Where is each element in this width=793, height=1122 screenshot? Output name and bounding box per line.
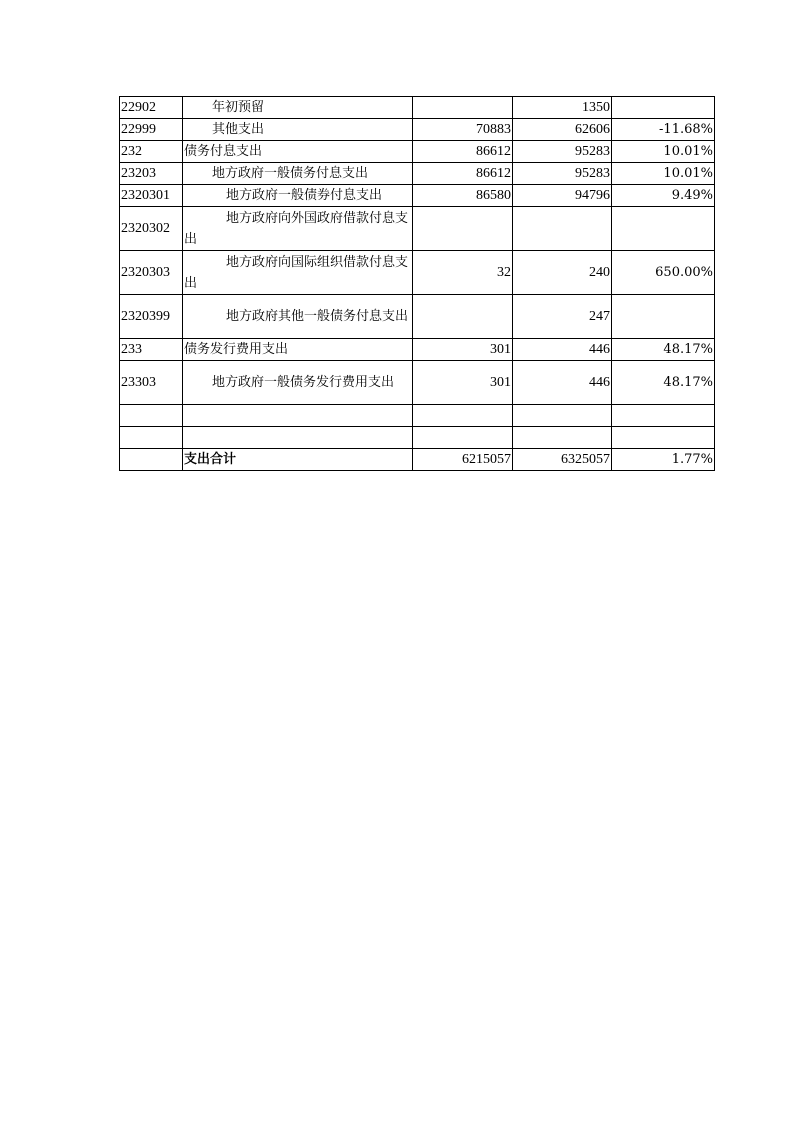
table-row xyxy=(120,427,715,449)
table-row xyxy=(120,251,715,295)
item-name-cell: 债务付息支出 xyxy=(183,141,413,163)
prior-year-cell xyxy=(413,427,513,449)
current-year-cell xyxy=(513,207,612,251)
current-year-cell: 6325057 xyxy=(513,449,612,471)
prior-year-cell xyxy=(413,295,513,339)
current-year-cell: 446 xyxy=(513,339,612,361)
code-cell: 2320302 xyxy=(120,207,183,251)
item-name-cell: 地方政府一般债券付息支出 xyxy=(183,185,413,207)
change-percent-cell: -11.68% xyxy=(612,119,715,141)
current-year-cell: 446 xyxy=(513,361,612,405)
change-percent-cell: 9.49% xyxy=(612,185,715,207)
table-row xyxy=(120,185,715,207)
expenditure-table xyxy=(119,96,715,471)
table-row xyxy=(120,361,715,405)
item-name-cell: 支出合计 xyxy=(183,449,413,471)
prior-year-cell xyxy=(413,207,513,251)
code-cell: 22999 xyxy=(120,119,183,141)
change-percent-cell: 650.00% xyxy=(612,251,715,295)
table-row xyxy=(120,141,715,163)
item-name-cell: 地方政府向外国政府借款付息支出 xyxy=(183,207,413,251)
code-cell: 22902 xyxy=(120,97,183,119)
current-year-cell: 240 xyxy=(513,251,612,295)
current-year-cell: 1350 xyxy=(513,97,612,119)
change-percent-cell: 10.01% xyxy=(612,163,715,185)
table-row xyxy=(120,405,715,427)
current-year-cell: 62606 xyxy=(513,119,612,141)
total-row xyxy=(120,449,715,471)
change-percent-cell: 48.17% xyxy=(612,361,715,405)
code-cell: 23303 xyxy=(120,361,183,405)
code-cell: 2320301 xyxy=(120,185,183,207)
table-row xyxy=(120,119,715,141)
item-name-cell: 地方政府向国际组织借款付息支出 xyxy=(183,251,413,295)
item-name-cell: 地方政府其他一般债务付息支出 xyxy=(183,295,413,339)
prior-year-cell: 301 xyxy=(413,361,513,405)
change-percent-cell xyxy=(612,97,715,119)
item-name-cell xyxy=(183,405,413,427)
item-name-cell: 债务发行费用支出 xyxy=(183,339,413,361)
prior-year-cell xyxy=(413,405,513,427)
current-year-cell xyxy=(513,405,612,427)
item-name-cell: 年初预留 xyxy=(183,97,413,119)
code-cell: 2320303 xyxy=(120,251,183,295)
table-row xyxy=(120,207,715,251)
table-row xyxy=(120,97,715,119)
change-percent-cell xyxy=(612,207,715,251)
change-percent-cell: 10.01% xyxy=(612,141,715,163)
prior-year-cell: 301 xyxy=(413,339,513,361)
prior-year-cell: 86612 xyxy=(413,163,513,185)
change-percent-cell xyxy=(612,427,715,449)
table-row xyxy=(120,163,715,185)
current-year-cell: 247 xyxy=(513,295,612,339)
item-name-cell: 地方政府一般债务发行费用支出 xyxy=(183,361,413,405)
current-year-cell: 95283 xyxy=(513,163,612,185)
prior-year-cell: 6215057 xyxy=(413,449,513,471)
item-name-cell: 地方政府一般债务付息支出 xyxy=(183,163,413,185)
prior-year-cell: 32 xyxy=(413,251,513,295)
expenditure-table-body xyxy=(120,97,715,471)
current-year-cell: 95283 xyxy=(513,141,612,163)
code-cell xyxy=(120,449,183,471)
prior-year-cell: 86580 xyxy=(413,185,513,207)
code-cell: 232 xyxy=(120,141,183,163)
code-cell xyxy=(120,427,183,449)
current-year-cell: 94796 xyxy=(513,185,612,207)
table-row xyxy=(120,339,715,361)
code-cell xyxy=(120,405,183,427)
change-percent-cell xyxy=(612,295,715,339)
table-row xyxy=(120,295,715,339)
current-year-cell xyxy=(513,427,612,449)
change-percent-cell xyxy=(612,405,715,427)
code-cell: 2320399 xyxy=(120,295,183,339)
change-percent-cell: 48.17% xyxy=(612,339,715,361)
code-cell: 233 xyxy=(120,339,183,361)
change-percent-cell: 1.77% xyxy=(612,449,715,471)
item-name-cell xyxy=(183,427,413,449)
prior-year-cell: 86612 xyxy=(413,141,513,163)
code-cell: 23203 xyxy=(120,163,183,185)
prior-year-cell xyxy=(413,97,513,119)
item-name-cell: 其他支出 xyxy=(183,119,413,141)
prior-year-cell: 70883 xyxy=(413,119,513,141)
